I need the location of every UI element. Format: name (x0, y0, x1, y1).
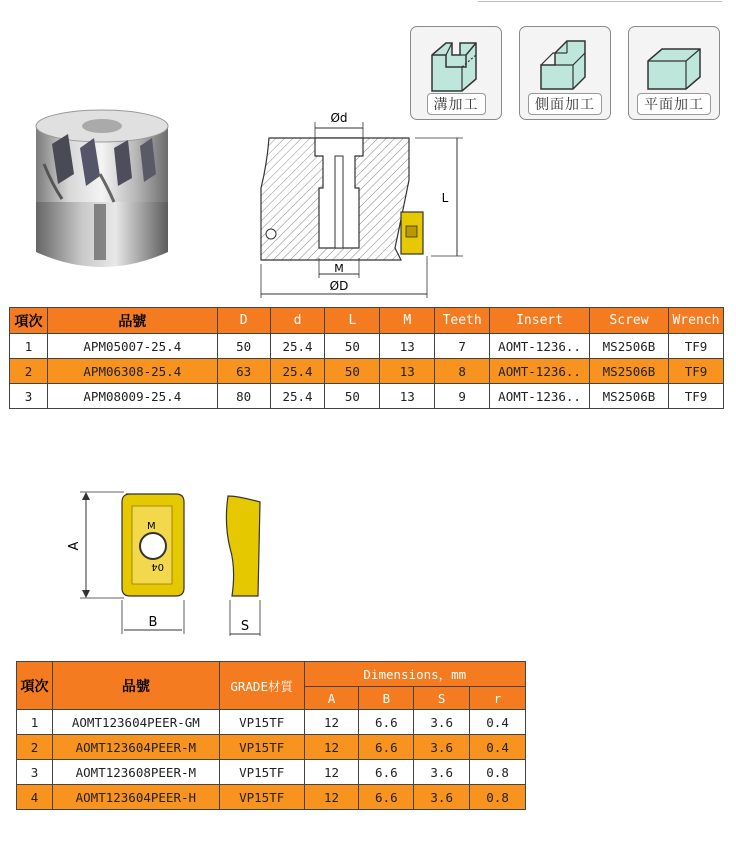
cell: 3 (17, 760, 53, 785)
cell: VP15TF (219, 735, 304, 760)
cell: MS2506B (590, 359, 669, 384)
table-row (17, 735, 526, 760)
cell: 12 (304, 735, 359, 760)
cell: AOMT123604PEER-M (52, 735, 219, 760)
col-header-screw: Screw (590, 308, 669, 334)
cell: 0.4 (470, 710, 526, 735)
cell: 12 (304, 710, 359, 735)
cutter-spec-table (9, 307, 724, 409)
table-row (10, 334, 724, 359)
col-header-r: r (470, 687, 526, 710)
insert-dim-a: A (67, 541, 82, 551)
slot-milling-icon (424, 31, 490, 97)
face-mill-cutter-image (22, 104, 182, 284)
cell: 2 (17, 735, 53, 760)
cell: VP15TF (219, 785, 304, 810)
cell: APM05007-25.4 (47, 334, 217, 359)
insert-mark-bottom: 04 (151, 561, 164, 572)
top-divider (478, 1, 722, 2)
insert-drawing (60, 488, 275, 640)
cell: 0.8 (470, 785, 526, 810)
cell: 12 (304, 785, 359, 810)
op-card-side (519, 26, 611, 120)
cell: 13 (380, 334, 435, 359)
col-header-item: 項次 (10, 308, 48, 334)
op-card-slot (410, 26, 502, 120)
cell: 2 (10, 359, 48, 384)
cell: AOMT123608PEER-M (52, 760, 219, 785)
table-row (17, 760, 526, 785)
insert-dim-s: S (240, 619, 250, 634)
cell: TF9 (668, 384, 723, 409)
cell: 80 (217, 384, 270, 409)
cell: AOMT-1236.. (490, 334, 590, 359)
col-header-part: 品號 (47, 308, 217, 334)
col-header-part: 品號 (52, 662, 219, 710)
cell: 0.8 (470, 760, 526, 785)
cell: 6.6 (359, 710, 414, 735)
cell: 9 (435, 384, 490, 409)
cell: VP15TF (219, 760, 304, 785)
cell: 25.4 (270, 359, 325, 384)
op-label-side: 側面加工 (528, 93, 602, 115)
col-header-L: L (325, 308, 380, 334)
cell: 6.6 (359, 760, 414, 785)
insert-mark-top: M (147, 521, 156, 532)
side-milling-icon (533, 31, 599, 97)
cell: 0.4 (470, 735, 526, 760)
dim-label-d: Ød (330, 111, 348, 125)
cell: 13 (380, 384, 435, 409)
cell: APM08009-25.4 (47, 384, 217, 409)
cell: AOMT123604PEER-H (52, 785, 219, 810)
cell: APM06308-25.4 (47, 359, 217, 384)
insert-spec-table (16, 661, 526, 810)
col-header-grade: GRADE材質 (219, 662, 304, 710)
cell: 3.6 (414, 760, 470, 785)
cell: TF9 (668, 334, 723, 359)
cell: 13 (380, 359, 435, 384)
cell: AOMT123604PEER-GM (52, 710, 219, 735)
col-header-a: A (304, 687, 359, 710)
cell: AOMT-1236.. (490, 384, 590, 409)
cell: MS2506B (590, 384, 669, 409)
cell: 6.6 (359, 785, 414, 810)
cell: 3 (10, 384, 48, 409)
col-header-M: M (380, 308, 435, 334)
cell: 50 (325, 334, 380, 359)
table-row (10, 359, 724, 384)
dim-label-l: L (441, 191, 449, 205)
insert-dim-b: B (148, 615, 158, 630)
cell: 50 (325, 384, 380, 409)
cell: 4 (17, 785, 53, 810)
col-header-b: B (359, 687, 414, 710)
face-milling-icon (642, 31, 708, 97)
op-label-face: 平面加工 (637, 93, 711, 115)
table-row (17, 710, 526, 735)
col-header-d: d (270, 308, 325, 334)
op-card-face (628, 26, 720, 120)
cell: TF9 (668, 359, 723, 384)
col-header-item: 項次 (17, 662, 53, 710)
col-header-insert: Insert (490, 308, 590, 334)
col-header-D: D (217, 308, 270, 334)
table-row (10, 384, 724, 409)
col-header-dimensions: Dimensions，mm (304, 662, 525, 687)
table-row (17, 785, 526, 810)
cell: 3.6 (414, 735, 470, 760)
cell: AOMT-1236.. (490, 359, 590, 384)
cell: 25.4 (270, 384, 325, 409)
col-header-teeth: Teeth (435, 308, 490, 334)
cell: 3.6 (414, 785, 470, 810)
col-header-s: S (414, 687, 470, 710)
cutter-table-header (10, 308, 724, 334)
cell: 50 (217, 334, 270, 359)
col-header-wrench: Wrench (668, 308, 723, 334)
cell: 6.6 (359, 735, 414, 760)
dim-label-m: M (334, 262, 344, 275)
cell: 8 (435, 359, 490, 384)
op-label-slot: 溝加工 (427, 93, 486, 115)
dim-label-D: ØD (329, 279, 349, 293)
cell: VP15TF (219, 710, 304, 735)
cell: 1 (17, 710, 53, 735)
cutter-cross-section-drawing (255, 108, 470, 300)
cell: 7 (435, 334, 490, 359)
cell: 25.4 (270, 334, 325, 359)
cell: MS2506B (590, 334, 669, 359)
cell: 3.6 (414, 710, 470, 735)
cell: 50 (325, 359, 380, 384)
cell: 63 (217, 359, 270, 384)
cell: 1 (10, 334, 48, 359)
cell: 12 (304, 760, 359, 785)
